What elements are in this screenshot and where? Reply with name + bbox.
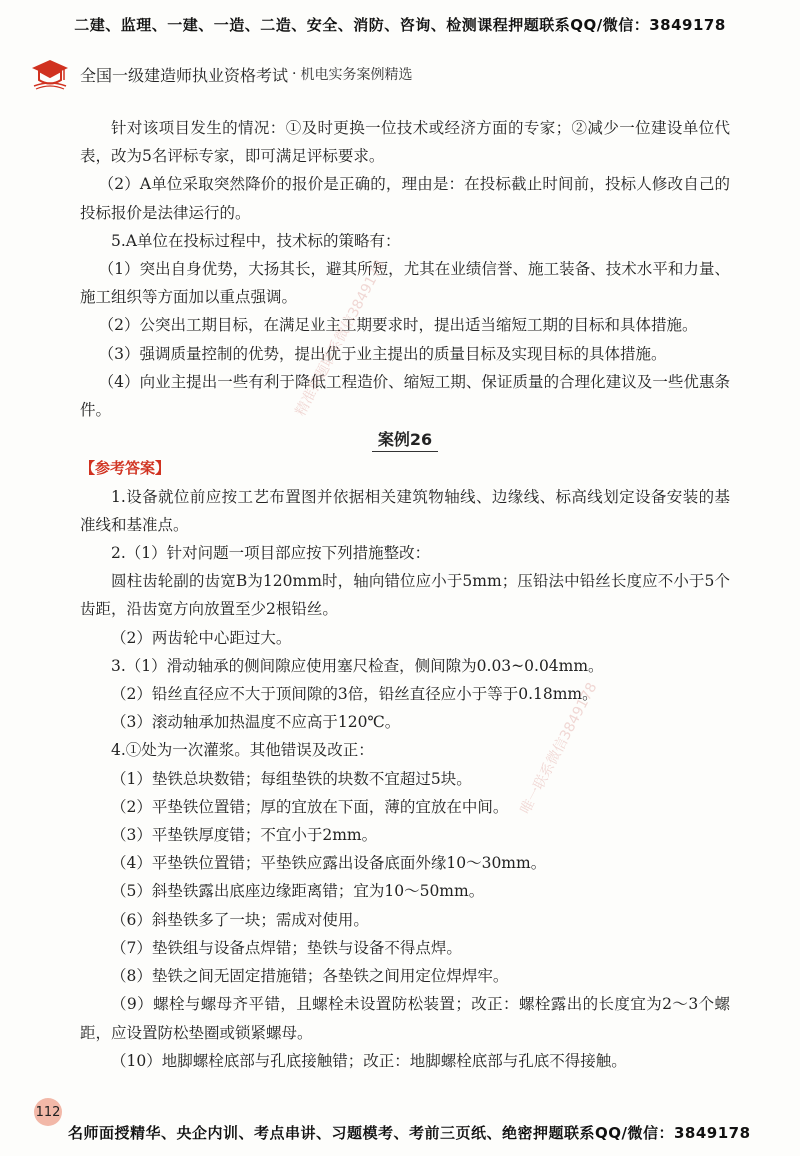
paragraph: （3）强调质量控制的优势，提出优于业主提出的质量目标及实现目标的具体措施。 (98, 344, 667, 363)
paragraph: （2）两齿轮中心距过大。 (111, 628, 292, 647)
paragraph: （5）斜垫铁露出底座边缘距离错；宜为10～50mm。 (111, 882, 485, 901)
page-header (30, 54, 760, 94)
paragraph: （2）A单位采取突然降价的报价是正确的，理由是：在投标截止时间前，投标人修改自己的投标报价是法律运行的。 (80, 175, 730, 222)
case-title-text: 案例26 (372, 430, 438, 452)
paragraph: （1）突出自身优势，大扬其长，避其所短，尤其在业绩信誉、施工装备、技术水平和力量、施工组织等方面加以重点强调。 (80, 260, 730, 307)
page-number-badge: 112 (34, 1098, 62, 1126)
paragraph: （6）斜垫铁多了一块；需成对使用。 (111, 910, 369, 929)
bottom-ad-banner: 名师面授精华、央企内训、考点串讲、习题模考、考前三页纸、绝密押题联系QQ/微信：3849178 (68, 1124, 751, 1142)
paragraph: （9）螺栓与螺母齐平错，且螺栓未设置防松装置；改正：螺栓露出的长度宜为2～3个螺距，应设置防松垫圈或锁紧螺母。 (80, 995, 730, 1042)
graduation-cap-logo-icon (30, 56, 70, 92)
paragraph: （7）垫铁组与设备点焊错；垫铁与设备不得点焊。 (111, 938, 462, 957)
paragraph: 4.①处为一次灌浆。其他错误及改正： (111, 741, 374, 760)
paragraph: （1）垫铁总块数错；每组垫铁的块数不宜超过5块。 (111, 769, 472, 788)
paragraph: （3）平垫铁厚度错；不宜小于2mm。 (111, 826, 378, 845)
watermark: 精准押题联系微信3849178 (292, 257, 389, 419)
reference-answer-label: 【参考答案】 (80, 459, 171, 478)
top-ad-banner: 二建、监理、一建、一造、二造、安全、消防、咨询、检测课程押题联系QQ/微信：3849178 (74, 16, 726, 34)
paragraph: （2）平垫铁位置错；厚的宜放在下面，薄的宜放在中间。 (111, 797, 509, 816)
paragraph: 2.（1）针对问题一项目部应按下列措施整改： (111, 544, 431, 563)
paragraph: 3.（1）滑动轴承的侧间隙应使用塞尺检查，侧间隙为0.03~0.04mm。 (111, 656, 604, 675)
watermark: 唯一联系微信3849178 (517, 680, 601, 817)
paragraph: （4）平垫铁位置错；平垫铁应露出设备底面外缘10～30mm。 (111, 854, 547, 873)
header-subtitle: 机电实务案例精选 (300, 67, 413, 83)
paragraph: （8）垫铁之间无固定措施错；各垫铁之间用定位焊焊牢。 (111, 967, 509, 986)
paragraph: （3）滚动轴承加热温度不应高于120℃。 (111, 713, 401, 732)
case-title (80, 426, 730, 454)
header-title: 全国一级建造师执业资格考试 (80, 65, 289, 85)
paragraph: （2）铅丝直径应不大于顶间隙的3倍，铅丝直径应小于等于0.18mm。 (111, 685, 598, 704)
paragraph: 1.设备就位前应按工艺布置图并依据相关建筑物轴线、边缘线、标高线划定设备安装的基准线和基准点。 (80, 487, 730, 534)
page-content (80, 114, 730, 1075)
paragraph: （2）公突出工期目标，在满足业主工期要求时，提出适当缩短工期的目标和具体措施。 (98, 316, 698, 335)
header-separator: · (292, 66, 297, 82)
paragraph: （10）地脚螺栓底部与孔底接触错；改正：地脚螺栓底部与孔底不得接触。 (111, 1051, 627, 1070)
paragraph: 5.A单位在投标过程中，技术标的策略有： (111, 231, 401, 250)
paragraph: 圆柱齿轮副的齿宽B为120mm时，轴向错位应小于5mm；压铅法中铅丝长度应不小于5个齿距，沿齿宽方向放置至少2根铅丝。 (80, 572, 730, 619)
paragraph: （4）向业主提出一些有利于降低工程造价、缩短工期、保证质量的合理化建议及一些优惠条件。 (80, 372, 730, 420)
paragraph: 针对该项目发生的情况：①及时更换一位技术或经济方面的专家；②减少一位建设单位代表，改为5名评标专家，即可满足评标要求。 (80, 119, 730, 166)
